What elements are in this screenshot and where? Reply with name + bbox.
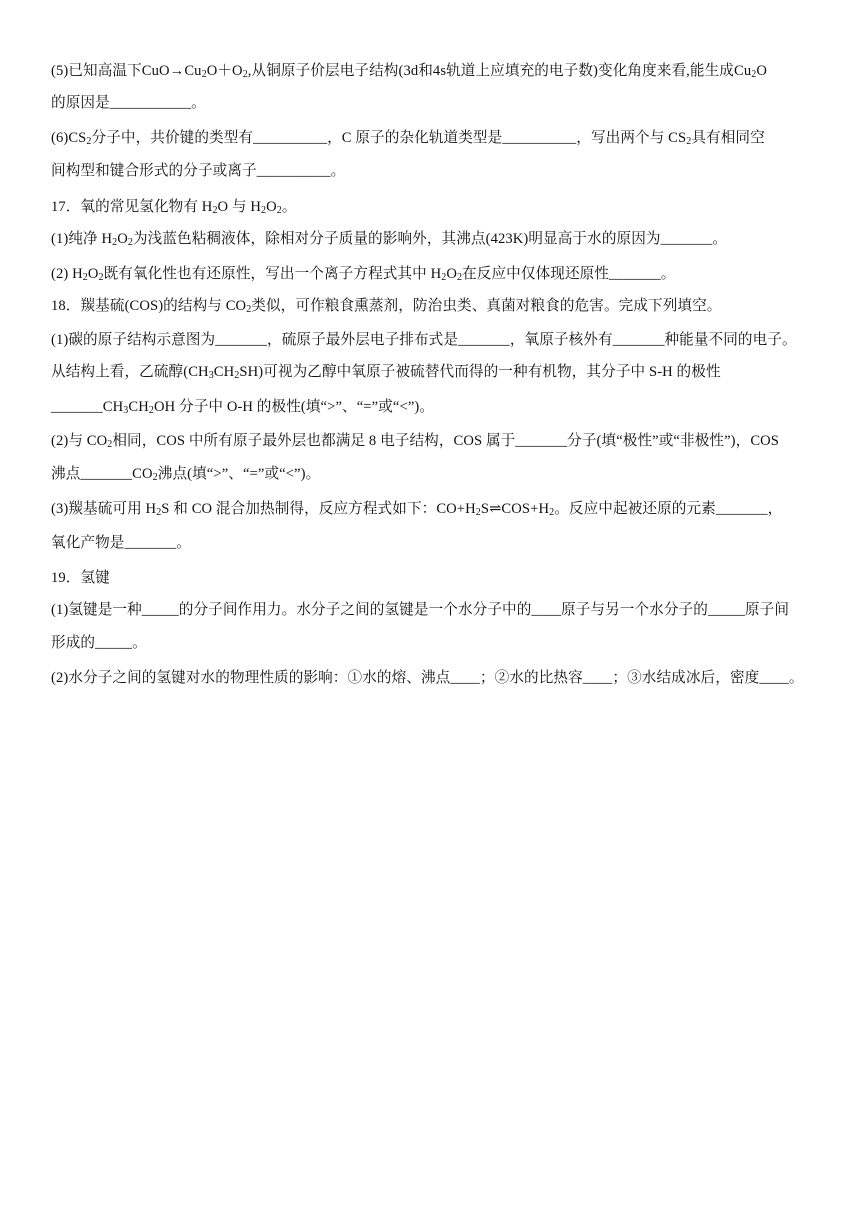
text-line: $\_\_\_\_\_\_\_CH_3CH_2OH$ 分子中 O-H 的极性(填“>”、“=”或“<”)。: [51, 399, 435, 416]
subscript: 2: [441, 272, 447, 283]
text-line: 间构型和键合形式的分子或离子__________。: [51, 163, 346, 179]
text-line: (2) $H_2O_2$既有氧化性也有还原性，写出一个离子方程式其中 $H_2O_2$在反应中仅体现还原性_______。: [51, 266, 676, 283]
subscript: 2: [107, 439, 113, 450]
text-line: 从结构上看，乙硫醇$(CH_3CH_2SH)$可视为乙醇中氧原子被硫替代而得的一种有机物，其分子中 S-H 的极性: [51, 364, 721, 381]
text-line: 氧化产物是_______。: [51, 535, 191, 551]
text-line: (1)碳的原子结构示意图为_______，硫原子最外层电子排布式是_______，氧原子核外有_______种能量不同的电子。: [51, 332, 797, 348]
text-line: 沸点$\_\_\_\_\_\_\_CO_2$沸点(填“>”、“=”或“<”)。: [51, 466, 321, 483]
subscript: 2: [156, 507, 162, 518]
subscript: 2: [112, 237, 118, 248]
subscript: 3: [208, 370, 214, 381]
subscript: 2: [234, 370, 240, 381]
subscript: 2: [246, 304, 252, 315]
subscript: 2: [212, 205, 218, 216]
subscript: 2: [127, 237, 133, 248]
text-line: (1)纯净 $H_2O_2$为浅蓝色粘稠液体，除相对分子质量的影响外，其沸点(423K)明显高于水的原因为_______。: [51, 231, 728, 248]
text-line: 的原因是___________。: [51, 95, 206, 111]
subscript: 2: [82, 272, 88, 283]
subscript: 2: [86, 136, 92, 147]
text-line: (2)与 $CO_2$相同，COS 中所有原子最外层也都满足 8 电子结构，COS 属于_______分子(填“极性”或“非极性”)，COS: [51, 433, 780, 450]
text-line: $(6)CS_2$分子中，共价键的类型有__________，C 原子的杂化轨道类型是__________，写出两个与 $CS_2$具有相同空: [51, 130, 765, 147]
text-line: 17．氧的常见氢化物有 $H_2O$ 与 $H_2O_2$。: [51, 199, 297, 216]
text-line: (5)已知高温下$CuO\to Cu_2O+O_2$,从铜原子价层电子结构(3d和4s轨道上应填充的电子数)变化角度来看,能生成$Cu_2O$: [51, 63, 767, 80]
subscript: 2: [549, 507, 555, 518]
text-line: (3)羰基硫可用 $H_2S$ 和 CO 混合加热制得，反应方程式如下：$CO+H_2S\rightleftharpoons COS+H_2$。反应中起被还原的元素_______，: [51, 501, 783, 518]
subscript: 3: [123, 405, 129, 416]
subscript: 2: [751, 69, 757, 80]
text-line: 18．羰基硫(COS)的结构与 $CO_2$类似，可作粮食熏蒸剂，防治虫类、真菌对粮食的危害。完成下列填空。: [51, 298, 722, 315]
subscript: 2: [148, 405, 154, 416]
subscript: 2: [152, 472, 158, 483]
subscript: 2: [686, 136, 692, 147]
subscript: 2: [201, 69, 207, 80]
text-line: 形成的_____。: [51, 635, 147, 651]
subscript: 2: [261, 205, 267, 216]
subscript: 2: [456, 272, 463, 283]
text-line: 19．氢键: [51, 570, 110, 586]
text-line: (1)氢键是一种_____的分子间作用力。水分子之间的氢键是一个水分子中的____原子与另一个水分子的_____原子间: [51, 602, 790, 618]
subscript: 2: [242, 69, 248, 80]
subscript: 2: [475, 507, 481, 518]
subscript: 2: [276, 205, 282, 216]
subscript: 2: [98, 272, 104, 283]
text-line: (2)水分子之间的氢键对水的物理性质的影响：①水的熔、沸点____；②水的比热容____；③水结成冰后，密度____。: [51, 670, 804, 686]
